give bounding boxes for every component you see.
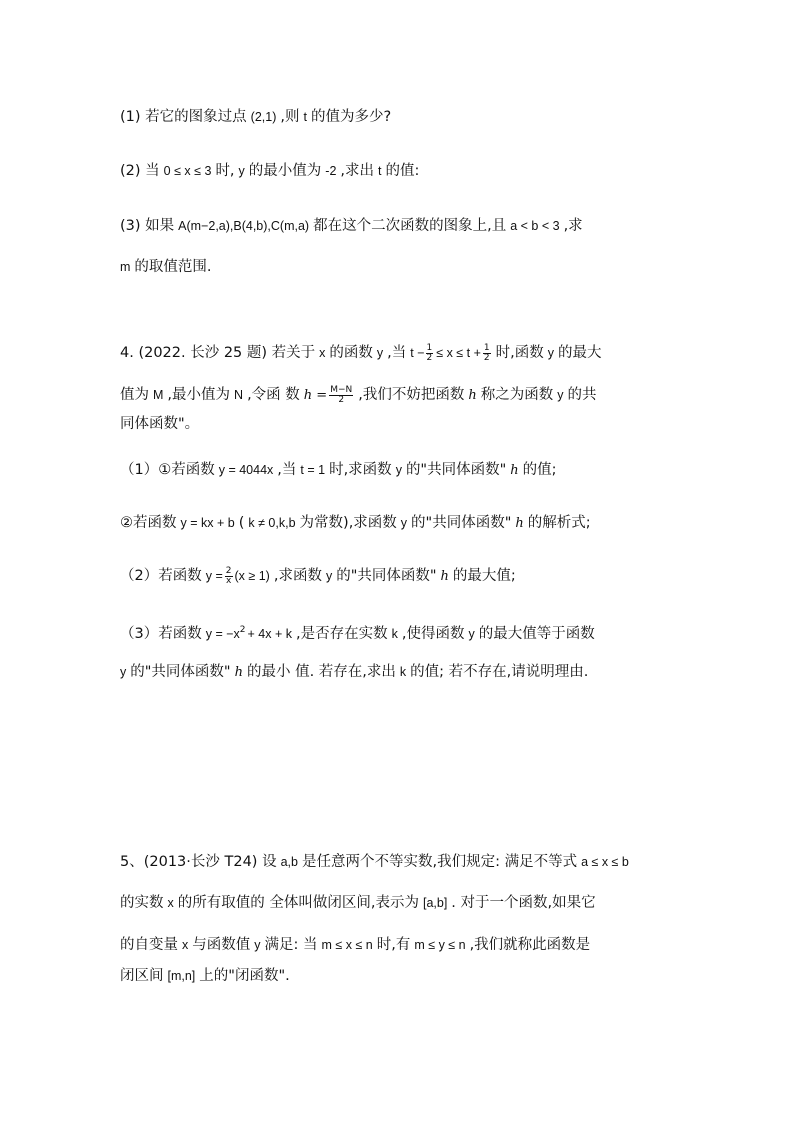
fraction-half-1: $\frac{1}{2}$: [426, 342, 433, 363]
q4-intro-line-2: 值为 M ,最小值为 N ,令函 数 h = $\frac{M-N}{2}$ ,我们不妨把函数 h 称之为函数 y 的共: [120, 384, 597, 405]
q5-line-3: 的自变量 x 与函数值 y 满足: 当 m ≤ x ≤ n 时,有 m ≤ y ≤ n ,我们就称此函数是: [120, 937, 591, 953]
fraction-m-minus-n: $\frac{M-N}{2}$: [330, 384, 353, 405]
q4-part-2: （2）若函数 y = $\frac{2}{x}$ (x ≥ 1) ,求函数 y 的"共同体函数" h 的最大值;: [120, 565, 516, 586]
q5-line-1: 5、(2013·长沙 T24) 设 a,b 是任意两个不等实数,我们规定: 满足不等式 a ≤ x ≤ b: [120, 854, 629, 870]
fraction-half-2: $\frac{1}{2}$: [483, 342, 490, 363]
q4-part-1-2: ②若函数 y = kx + b ( k ≠ 0,k,b 为常数),求函数 y 的"共同体函数" h 的解析式;: [120, 515, 591, 531]
q4-part-1-1: （1）①若函数 y = 4044x ,当 t = 1 时,求函数 y 的"共同体函数" h 的值;: [120, 462, 557, 478]
q5-line-2: 的实数 x 的所有取值的 全体叫做闭区间,表示为 [a,b] . 对于一个函数,如果它: [120, 895, 596, 911]
q3-part-3-line-2: m 的取值范围.: [120, 259, 212, 275]
q4-intro-line-1: 4. (2022. 长沙 25 题) 若关于 x 的函数 y ,当 t − $\frac{1}{2}$ ≤ x ≤ t + $\frac{1}{2}$ 时,函数 y 的最大: [120, 342, 602, 363]
q3-part-2: (2) 当 0 ≤ x ≤ 3 时, y 的最小值为 -2 ,求出 t 的值:: [120, 163, 420, 179]
q4-part-3-line-2: y 的"共同体函数" h 的最小 值. 若存在,求出 k 的值; 若不存在,请说明理由.: [120, 664, 589, 680]
q3-part-1: (1) 若它的图象过点 (2,1) ,则 t 的值为多少?: [120, 109, 392, 125]
q4-part-3-line-1: （3）若函数 $y = -x^2 + 4x + k$ ,是否存在实数 k ,使得函数 y 的最大值等于函数: [120, 625, 595, 642]
fraction-two-over-x: $\frac{2}{x}$: [225, 565, 232, 586]
q3-part-3-line-1: (3) 如果 A(m−2,a),B(4,b),C(m,a) 都在这个二次函数的图象上,且 a < b < 3 ,求: [120, 218, 583, 234]
q5-line-4: 闭区间 [m,n] 上的"闭函数".: [120, 968, 290, 984]
q4-intro-line-3: 同体函数"。: [120, 416, 200, 432]
